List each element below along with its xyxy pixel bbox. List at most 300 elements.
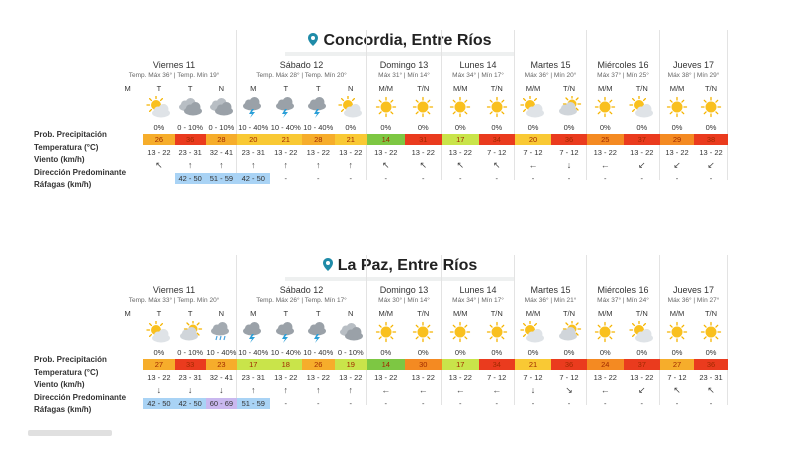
wind-value: 7 - 12 — [487, 373, 507, 382]
gust-value: - — [567, 399, 571, 408]
day-temp-range: Temp. Máx 28° | Temp. Mín 20° — [256, 72, 347, 79]
temperature-value: 27 — [660, 359, 694, 370]
wind-direction-arrow-icon: ↖ — [492, 160, 501, 170]
wind-value: 13 - 22 — [147, 148, 171, 157]
period-label: M/M — [525, 309, 541, 318]
period-label: T/N — [635, 309, 648, 318]
period-label: M/M — [452, 309, 468, 318]
cloud-sun-icon — [177, 321, 203, 343]
period-column — [479, 30, 516, 183]
period-label: T/N — [704, 84, 718, 93]
day-column — [237, 255, 367, 408]
gust-value: - — [422, 174, 425, 183]
wind-value — [112, 372, 143, 383]
day-name: Viernes 11 — [152, 285, 196, 295]
gust-value: - — [604, 174, 607, 183]
period-label: T — [187, 84, 193, 93]
wind-direction — [143, 160, 174, 171]
wind-direction-arrow-icon: ↓ — [566, 160, 572, 170]
sun-cloud-icon — [520, 321, 546, 343]
wind-direction-arrow-icon: ↓ — [530, 385, 536, 395]
wind-value: 23 - 31 — [241, 148, 265, 157]
wind-direction — [587, 385, 624, 396]
wind-direction-arrow-icon: ↑ — [283, 385, 288, 395]
day-name: Martes 15 — [530, 60, 571, 70]
wind-direction-arrow-icon: ↖ — [673, 385, 681, 395]
precip-value: 0% — [454, 348, 466, 357]
sun-cloud-icon — [629, 96, 655, 118]
sun-icon — [592, 321, 618, 343]
period-label: T — [283, 84, 289, 93]
wind-value: 7 - 12 — [559, 148, 579, 157]
period-label: M — [124, 309, 131, 318]
period-label: T — [283, 309, 289, 318]
period-column — [335, 255, 368, 408]
wind-value: 13 - 22 — [448, 373, 472, 382]
wind-value: 23 - 31 — [241, 373, 265, 382]
wind-direction-arrow-icon: ↑ — [219, 160, 224, 170]
day-temp-range: Máx 37° | Mín 25° — [597, 72, 649, 79]
period-label: M/M — [378, 84, 394, 93]
wind-direction-arrow-icon: ← — [528, 160, 538, 170]
temperature-value: 36 — [175, 134, 206, 145]
wind-direction-arrow-icon: ← — [455, 385, 465, 395]
period-label: T — [156, 309, 162, 318]
precip-value: 0% — [599, 123, 611, 132]
temperature-value: 17 — [442, 134, 479, 145]
sun-icon — [484, 96, 510, 118]
day-temp-range: Máx 34° | Mín 17° — [452, 72, 504, 79]
precip-value: 0% — [417, 348, 429, 357]
day-temp-range: Máx 31° | Mín 14° — [378, 72, 430, 79]
period-label: M/M — [669, 309, 685, 318]
wind-value: 13 - 22 — [339, 373, 363, 382]
sun-icon — [664, 321, 690, 343]
gust-value: - — [567, 174, 571, 183]
sun-icon — [447, 321, 473, 343]
wind-direction-arrow-icon: ↙ — [707, 160, 715, 170]
period-column — [143, 30, 174, 180]
day-temp-range: Máx 34° | Mín 17° — [452, 297, 504, 304]
wind-direction-arrow-icon: ← — [492, 385, 502, 395]
day-temp-range: Máx 36° | Mín 20° — [524, 72, 577, 79]
period-label: T/N — [635, 84, 648, 93]
sun-cloud-icon — [629, 321, 655, 343]
gust-value: - — [495, 174, 498, 183]
precip-value: 0% — [527, 123, 539, 132]
gust-value — [143, 173, 174, 184]
precip-value: 0% — [527, 348, 539, 357]
wind-value: 13 - 22 — [448, 148, 472, 157]
temperature-value: 20 — [515, 134, 551, 145]
row-label: Temperatura (°C) — [34, 367, 99, 377]
gust-value: - — [284, 174, 287, 183]
day-name: Martes 15 — [530, 285, 571, 295]
period-label: T — [187, 309, 193, 318]
temperature-value: 27 — [143, 359, 174, 370]
wind-value: 13 - 22 — [306, 148, 330, 157]
wind-direction-arrow-icon: ↓ — [219, 385, 224, 395]
day-column — [442, 255, 515, 408]
wind-direction — [270, 385, 303, 396]
precip-value: 0% — [563, 348, 575, 357]
precip-value: 10 - 40% — [238, 348, 269, 357]
wind-direction — [112, 160, 143, 171]
wind-direction-arrow-icon: ↖ — [707, 385, 715, 395]
sun-cloud-icon — [146, 96, 172, 118]
period-column — [587, 30, 624, 183]
gust-value: - — [384, 399, 387, 408]
day-name: Viernes 11 — [152, 60, 196, 70]
temperature-value: 14 — [367, 134, 405, 145]
sun-icon — [484, 321, 510, 343]
gust-value: - — [284, 399, 287, 408]
day-name: Jueves 17 — [672, 60, 715, 70]
day-temp-range: Máx 36° | Mín 21° — [524, 297, 577, 304]
wind-direction-arrow-icon: ← — [381, 385, 391, 395]
period-label: M — [250, 84, 257, 93]
period-column — [335, 30, 368, 183]
wind-value: 23 - 31 — [178, 148, 202, 157]
sun-icon — [410, 321, 436, 343]
wind-direction — [624, 160, 661, 171]
precip-value: 0% — [380, 348, 392, 357]
storm-icon — [240, 96, 266, 118]
period-column — [302, 255, 335, 408]
day-column — [237, 30, 367, 183]
wind-direction — [660, 385, 694, 396]
wind-value: 32 - 41 — [209, 373, 234, 382]
wind-direction — [302, 385, 335, 396]
gust-value: - — [422, 399, 425, 408]
row-label: Ráfagas (km/h) — [34, 180, 92, 189]
wind-value: 23 - 31 — [178, 373, 202, 382]
temperature-value: 38 — [694, 134, 728, 145]
wind-direction — [335, 385, 368, 396]
temperature-value: 31 — [405, 134, 443, 145]
period-column — [112, 30, 143, 180]
wind-direction-arrow-icon: ← — [600, 385, 610, 395]
wind-direction — [442, 160, 479, 171]
temperature-value: 17 — [442, 359, 479, 370]
wind-value — [112, 147, 143, 158]
wind-direction — [660, 160, 694, 171]
day-column — [660, 30, 728, 183]
period-label: M/M — [597, 84, 613, 93]
temperature-value: 33 — [175, 359, 206, 370]
temperature-value: 24 — [587, 359, 624, 370]
period-label: T/N — [417, 309, 430, 318]
temperature-value: 21 — [515, 359, 551, 370]
sun-icon — [447, 96, 473, 118]
temperature-value: 23 — [206, 359, 237, 370]
day-column — [367, 30, 442, 183]
precip-value — [112, 122, 143, 133]
gust-value: 51 - 59 — [206, 173, 237, 184]
period-column — [551, 255, 587, 408]
storm-icon — [305, 96, 331, 118]
wind-direction-arrow-icon: ↖ — [456, 160, 465, 170]
period-column — [515, 255, 551, 408]
location-name: Concordia, Entre Ríos — [323, 32, 492, 49]
wind-value: 13 - 22 — [630, 373, 654, 382]
precip-value: 10 - 40% — [238, 123, 269, 132]
precip-value: 10 - 40% — [270, 123, 301, 132]
sun-icon — [698, 96, 724, 118]
row-label: Temperatura (°C) — [34, 142, 99, 152]
precip-value: 0% — [599, 348, 611, 357]
cloud-sun-icon — [556, 321, 582, 343]
row-label: Viento (km/h) — [34, 155, 85, 164]
period-column — [624, 255, 661, 408]
gust-value: 42 - 50 — [175, 173, 206, 184]
wind-direction — [442, 385, 479, 396]
period-label: T/N — [562, 84, 576, 93]
wind-direction — [112, 385, 143, 396]
wind-value: 13 - 22 — [306, 373, 330, 382]
row-label: Prob. Precipitación — [34, 130, 107, 139]
wind-direction-arrow-icon: ← — [418, 385, 428, 395]
wind-direction-arrow-icon: ↓ — [187, 385, 193, 395]
gust-value: 42 - 50 — [175, 398, 206, 409]
storm-icon — [240, 321, 266, 343]
wind-value: 13 - 22 — [593, 373, 617, 382]
period-column — [694, 30, 728, 183]
period-column — [237, 255, 270, 408]
temperature-value: 21 — [270, 134, 303, 145]
period-label: M/M — [452, 84, 468, 93]
wind-direction — [551, 160, 587, 171]
gust-value: - — [640, 174, 643, 183]
temperature-value — [112, 134, 143, 145]
period-label: T/N — [562, 309, 576, 318]
temperature-value: 19 — [335, 359, 368, 370]
period-column — [175, 30, 206, 183]
period-column — [367, 255, 405, 408]
temperature-value: 36 — [551, 134, 587, 145]
gust-value: - — [384, 174, 387, 183]
precip-value: 0% — [153, 123, 165, 132]
gust-value: - — [531, 399, 535, 408]
period-label: T — [156, 84, 162, 93]
period-label: N — [348, 84, 354, 93]
period-column — [442, 255, 479, 408]
period-label: N — [218, 84, 225, 93]
period-label: N — [348, 309, 354, 318]
period-column — [442, 30, 479, 183]
day-temp-range: Temp. Máx 33° | Temp. Mín 20° — [128, 297, 220, 304]
period-label: T/N — [417, 84, 430, 93]
gust-value: 60 - 69 — [206, 398, 237, 409]
day-temp-range: Máx 37° | Mín 24° — [597, 297, 649, 304]
day-column — [442, 30, 515, 183]
period-column — [479, 255, 516, 408]
gust-value: - — [349, 399, 352, 408]
wind-direction-arrow-icon: ↑ — [283, 160, 288, 170]
period-column — [270, 255, 303, 408]
gust-value: - — [317, 399, 320, 408]
period-column — [551, 30, 587, 183]
wind-direction-arrow-icon: ← — [600, 160, 610, 170]
period-label: N — [218, 309, 225, 318]
wind-direction — [237, 160, 270, 171]
precip-value: 10 - 40% — [206, 348, 237, 357]
wind-direction-arrow-icon: ↘ — [565, 385, 573, 395]
period-column — [660, 255, 694, 408]
wind-value: 13 - 22 — [374, 373, 398, 382]
day-column — [515, 255, 587, 408]
precip-value: 0% — [563, 123, 575, 132]
precip-value: 0 - 10% — [208, 123, 235, 132]
wind-direction — [551, 385, 587, 396]
gust-value: - — [604, 399, 607, 408]
wind-value: 13 - 22 — [593, 148, 617, 157]
period-column — [367, 30, 405, 183]
wind-value: 13 - 22 — [374, 148, 398, 157]
temperature-value: 25 — [587, 134, 624, 145]
wind-direction-arrow-icon: ↖ — [155, 160, 163, 170]
precip-value: 0% — [671, 123, 683, 132]
wind-value: 7 - 12 — [667, 373, 687, 382]
rain-icon — [208, 321, 234, 343]
day-name: Miércoles 16 — [597, 60, 649, 70]
gust-value — [112, 173, 143, 184]
temperature-value: 36 — [551, 359, 587, 370]
period-column — [694, 255, 728, 408]
wind-direction — [175, 385, 206, 396]
period-label: T/N — [490, 309, 503, 318]
temperature-value: 34 — [479, 134, 516, 145]
period-column — [405, 255, 443, 408]
sun-cloud-icon — [146, 321, 172, 343]
wind-value: 23 - 31 — [699, 373, 723, 382]
day-name: Miércoles 16 — [597, 285, 649, 295]
gust-value: - — [531, 174, 535, 183]
day-column — [367, 255, 442, 408]
period-label: M/M — [378, 309, 394, 318]
gust-value: - — [459, 174, 462, 183]
day-temp-range: Temp. Máx 26° | Temp. Mín 17° — [256, 297, 347, 304]
period-column — [237, 30, 270, 183]
day-name: Lunes 14 — [459, 60, 497, 70]
period-label: T — [315, 309, 321, 318]
day-column — [112, 255, 237, 408]
temperature-value: 20 — [237, 134, 270, 145]
wind-value: 7 - 12 — [523, 373, 543, 382]
sun-icon — [373, 96, 399, 118]
sun-icon — [373, 321, 399, 343]
wind-direction — [175, 160, 206, 171]
day-temp-range: Máx 36° | Mín 27° — [667, 297, 720, 304]
wind-direction — [694, 385, 728, 396]
day-column — [587, 255, 660, 408]
temperature-value: 28 — [302, 134, 335, 145]
period-label: M/M — [597, 309, 613, 318]
gust-value: - — [640, 399, 643, 408]
temperature-value: 30 — [405, 359, 443, 370]
wind-value: 13 - 22 — [665, 148, 689, 157]
day-column — [112, 30, 237, 183]
period-label: T/N — [490, 84, 503, 93]
gust-value: 42 - 50 — [237, 173, 270, 184]
wind-direction — [206, 160, 237, 171]
storm-icon — [273, 96, 299, 118]
wind-value: 13 - 22 — [699, 148, 723, 157]
wind-direction — [624, 385, 661, 396]
precip-value: 0% — [705, 123, 717, 132]
wind-value: 7 - 12 — [559, 373, 579, 382]
sun-icon — [592, 96, 618, 118]
wind-value: 7 - 12 — [523, 148, 543, 157]
gust-value: 42 - 50 — [143, 398, 174, 409]
horizontal-scrollbar[interactable] — [28, 430, 112, 436]
wind-value: 13 - 22 — [411, 373, 435, 382]
period-label: T — [315, 84, 321, 93]
day-temp-range: Máx 38° | Mín 29° — [667, 72, 720, 79]
wind-direction — [405, 160, 443, 171]
gust-value — [112, 398, 143, 409]
row-label: Ráfagas (km/h) — [34, 405, 92, 414]
day-temp-range: Temp. Máx 36° | Temp. Mín 19° — [128, 72, 220, 79]
gust-value: - — [675, 174, 679, 183]
row-label: Dirección Predominante — [34, 167, 127, 177]
period-column — [206, 255, 237, 408]
precip-value: 0% — [636, 348, 648, 357]
wind-direction — [237, 385, 270, 396]
wind-direction — [335, 160, 368, 171]
wind-direction-arrow-icon: ↖ — [419, 160, 428, 170]
day-column — [587, 30, 660, 183]
wind-direction-arrow-icon: ↑ — [251, 385, 256, 395]
wind-direction-arrow-icon: ↙ — [637, 385, 646, 395]
wind-value: 13 - 22 — [274, 373, 298, 382]
row-label: Dirección Predominante — [34, 392, 127, 402]
wind-direction-arrow-icon: ↓ — [156, 385, 162, 395]
day-temp-range: Máx 30° | Mín 14° — [378, 297, 430, 304]
gust-value: - — [709, 399, 713, 408]
wind-direction — [515, 385, 551, 396]
period-label: T/N — [704, 309, 718, 318]
wind-value: 13 - 22 — [630, 148, 654, 157]
row-label: Prob. Precipitación — [34, 355, 107, 364]
precip-value: 0% — [491, 348, 503, 357]
sun-icon — [410, 96, 436, 118]
temperature-value: 14 — [367, 359, 405, 370]
wind-value: 32 - 41 — [209, 148, 234, 157]
precip-value: 0% — [671, 348, 683, 357]
period-column — [143, 255, 174, 408]
forecast-block-concordia — [0, 30, 800, 190]
day-name: Lunes 14 — [459, 285, 497, 295]
temperature-value: 29 — [660, 134, 694, 145]
day-name: Jueves 17 — [672, 285, 715, 295]
temperature-value: 37 — [624, 134, 661, 145]
precip-value: 0% — [153, 348, 165, 357]
gust-value: - — [317, 174, 320, 183]
period-label: M — [250, 309, 257, 318]
cloud-sun-icon — [556, 96, 582, 118]
precip-value — [112, 347, 143, 358]
wind-value: 13 - 22 — [147, 373, 171, 382]
precip-value: 0% — [380, 123, 392, 132]
precip-value: 0% — [345, 123, 357, 132]
wind-direction-arrow-icon: ↙ — [673, 160, 681, 170]
wind-direction-arrow-icon: ↙ — [637, 160, 646, 170]
wind-direction-arrow-icon: ↑ — [348, 385, 353, 395]
period-column — [112, 255, 143, 405]
gust-value: 51 - 59 — [237, 398, 270, 409]
wind-direction — [206, 385, 237, 396]
